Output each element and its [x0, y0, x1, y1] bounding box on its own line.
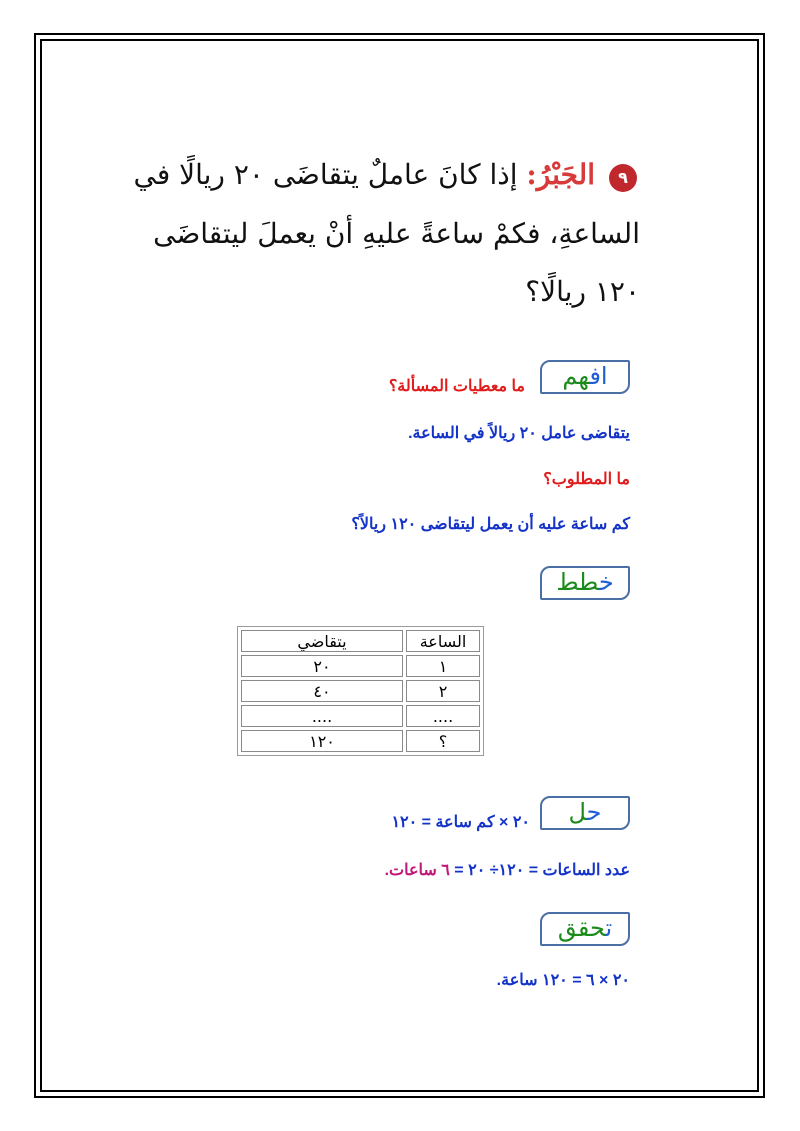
understand-question-1: ما معطيات المسألة؟ — [388, 378, 525, 395]
table-cell-hours: ؟ — [406, 730, 480, 752]
table-cell-earnings: ٢٠ — [241, 655, 403, 677]
problem-topic: الجَبْرُ: — [526, 158, 595, 191]
check-equation: ٢٠ × ٦ = ١٢٠ ساعة. — [496, 972, 630, 989]
problem-line-3: ١٢٠ ريالًا؟ — [525, 275, 640, 308]
table-row — [241, 705, 480, 727]
check-tag-rest: حقق — [557, 914, 606, 942]
table-row — [241, 730, 480, 752]
table-cell-hours: .... — [406, 705, 480, 727]
check-tag-first: ت — [605, 914, 613, 942]
table-header-earnings: يتقاضي — [241, 630, 403, 652]
table-header-hours: الساعة — [406, 630, 480, 652]
solve-result-answer: ٦ ساعات. — [384, 862, 450, 879]
problem-line-2: الساعةِ، فكمْ ساعةً عليهِ أنْ يعملَ ليتقاضَى — [153, 217, 640, 250]
plan-table — [237, 626, 484, 756]
check-tag — [540, 912, 630, 946]
understand-tag-first: اف — [589, 362, 608, 390]
understand-answer-2: كم ساعة عليه أن يعمل ليتقاضى ١٢٠ ريالاً؟ — [351, 516, 630, 533]
understand-tag-rest: هم — [562, 362, 590, 390]
problem-line-1 — [134, 158, 596, 191]
problem-number-badge: ٩ — [609, 164, 637, 192]
solve-equation: ٢٠ × كم ساعة = ١٢٠ — [391, 814, 530, 831]
table-cell-hours: ٢ — [406, 680, 480, 702]
table-row — [241, 680, 480, 702]
solve-result — [385, 860, 630, 880]
solve-tag-rest: ل — [568, 798, 587, 826]
table-cell-hours: ١ — [406, 655, 480, 677]
table-cell-earnings: ٤٠ — [241, 680, 403, 702]
table-cell-earnings: ١٢٠ — [241, 730, 403, 752]
plan-tag — [540, 566, 630, 600]
solve-tag — [540, 796, 630, 830]
page-border-inner — [40, 39, 759, 1092]
problem-text-1: إذا كانَ عاملٌ يتقاضَى ٢٠ ريالًا في — [133, 158, 518, 191]
solve-result-prefix: عدد الساعات = ١٢٠÷ ٢٠ = — [454, 862, 630, 879]
table-row — [241, 655, 480, 677]
understand-answer-1: يتقاضى عامل ٢٠ ريالاً في الساعة. — [408, 425, 630, 442]
table-header-row — [241, 630, 480, 652]
understand-tag — [540, 360, 630, 394]
plan-tag-first: خ — [598, 568, 614, 596]
solve-tag-first: ح — [586, 798, 602, 826]
plan-tag-rest: طط — [556, 568, 599, 596]
table-cell-earnings: .... — [241, 705, 403, 727]
understand-question-2: ما المطلوب؟ — [543, 471, 630, 488]
